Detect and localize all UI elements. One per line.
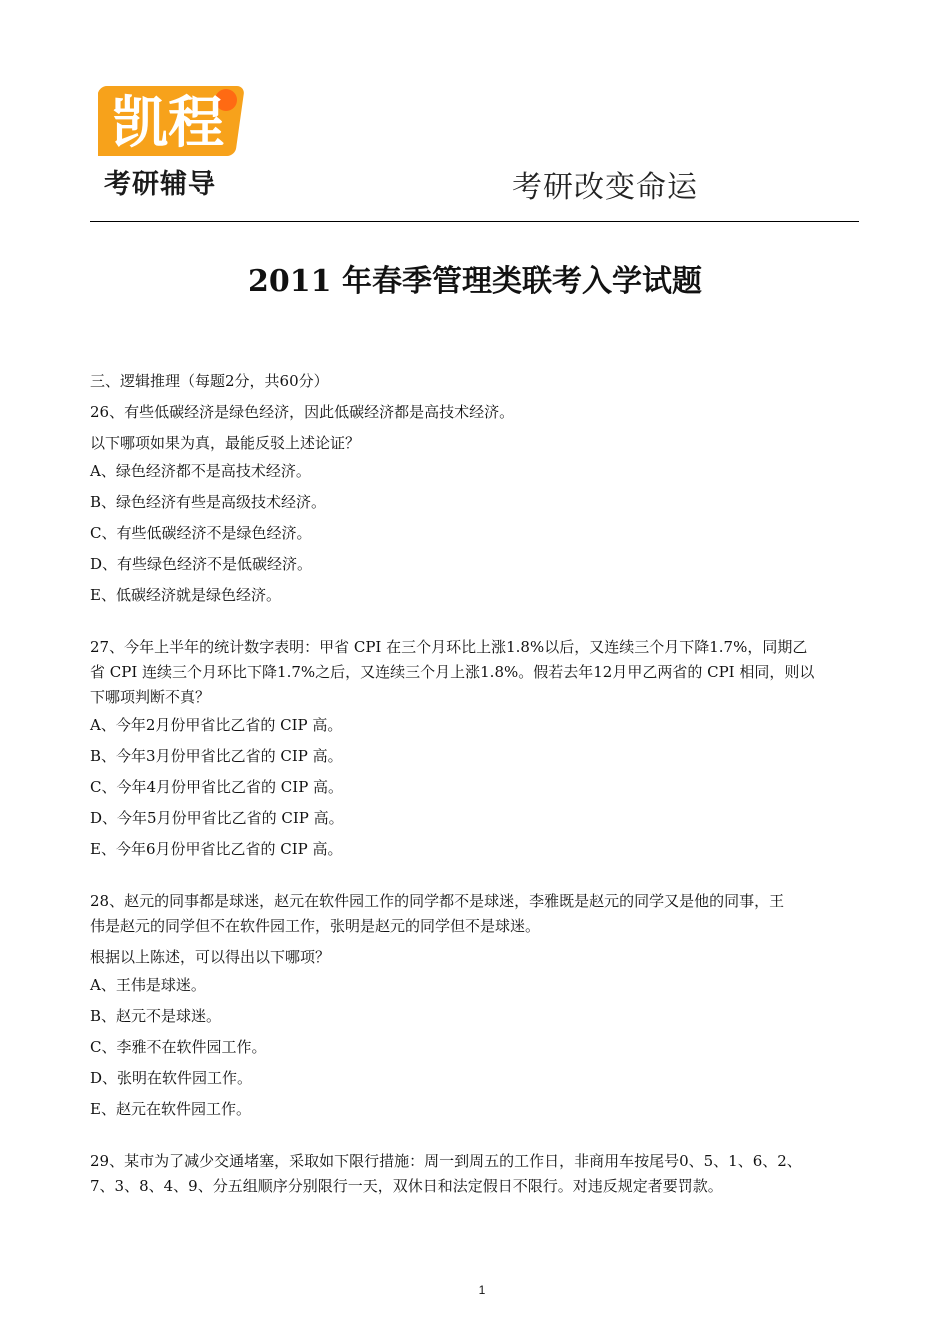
option-e: E、今年6月份甲省比乙省的 CIP 高。 — [90, 840, 343, 858]
question-prompt: 以下哪项如果为真，最能反驳上述论证？ — [90, 434, 361, 452]
question-29 — [90, 1149, 862, 1199]
option-a: A、王伟是球迷。 — [90, 976, 206, 994]
option-c: C、今年4月份甲省比乙省的 CIP 高。 — [90, 778, 344, 796]
question-stem-line: 省 CPI 连续三个月环比下降1.7%之后，又连续三个月上涨1.8%。假若去年12月甲乙两省的 CPI 相同，则以 — [90, 663, 815, 681]
question-stem-line: 7、3、8、4、9、分五组顺序分别限行一天，双休日和法定假日不限行。对违反规定者要罚款。 — [90, 1177, 723, 1195]
option-e: E、赵元在软件园工作。 — [90, 1100, 251, 1118]
logo-subtitle: 考研辅导 — [104, 169, 216, 200]
option-b: B、赵元不是球迷。 — [90, 1007, 222, 1025]
header-slogan: 考研改变命运 — [512, 170, 698, 205]
header-divider — [90, 221, 859, 222]
option-b: B、今年3月份甲省比乙省的 CIP 高。 — [90, 747, 343, 765]
option-d: D、有些绿色经济不是低碳经济。 — [90, 555, 313, 573]
question-26 — [90, 400, 862, 611]
question-stem-line: 下哪项判断不真？ — [90, 688, 211, 706]
document-title: 2011 年春季管理类联考入学试题 — [248, 264, 702, 299]
question-stem: 26、有些低碳经济是绿色经济，因此低碳经济都是高技术经济。 — [90, 403, 515, 421]
question-prompt: 根据以上陈述，可以得出以下哪项？ — [90, 948, 331, 966]
option-a: A、今年2月份甲省比乙省的 CIP 高。 — [90, 716, 343, 734]
option-d: D、今年5月份甲省比乙省的 CIP 高。 — [90, 809, 344, 827]
section-heading: 三、逻辑推理（每题2分，共60分） — [90, 372, 329, 390]
option-e: E、低碳经济就是绿色经济。 — [90, 586, 281, 604]
option-c: C、李雅不在软件园工作。 — [90, 1038, 267, 1056]
option-c: C、有些低碳经济不是绿色经济。 — [90, 524, 312, 542]
kaicheng-logo — [98, 78, 248, 198]
question-28 — [90, 889, 862, 1125]
kaicheng-logo-mark-icon — [98, 78, 248, 160]
question-stem-line: 28、赵元的同事都是球迷，赵元在软件园工作的同学都不是球迷，李雅既是赵元的同学又是他的同事，王 — [90, 892, 785, 910]
svg-text:凯程: 凯程 — [112, 91, 224, 156]
option-b: B、绿色经济有些是高级技术经济。 — [90, 493, 327, 511]
question-stem-line: 伟是赵元的同学但不在软件园工作，张明是赵元的同学但不是球迷。 — [90, 917, 541, 935]
option-a: A、绿色经济都不是高技术经济。 — [90, 462, 311, 480]
exam-content — [90, 369, 862, 1199]
question-stem-line: 27、今年上半年的统计数字表明：甲省 CPI 在三个月环比上涨1.8%以后，又连续三个月下降1.7%，同期乙 — [90, 638, 808, 656]
question-27 — [90, 635, 862, 865]
option-d: D、张明在软件园工作。 — [90, 1069, 253, 1087]
question-stem-line: 29、某市为了减少交通堵塞，采取如下限行措施：周一到周五的工作日，非商用车按尾号0、5、1、6、2、 — [90, 1152, 802, 1170]
page-number: 1 — [478, 1283, 486, 1297]
